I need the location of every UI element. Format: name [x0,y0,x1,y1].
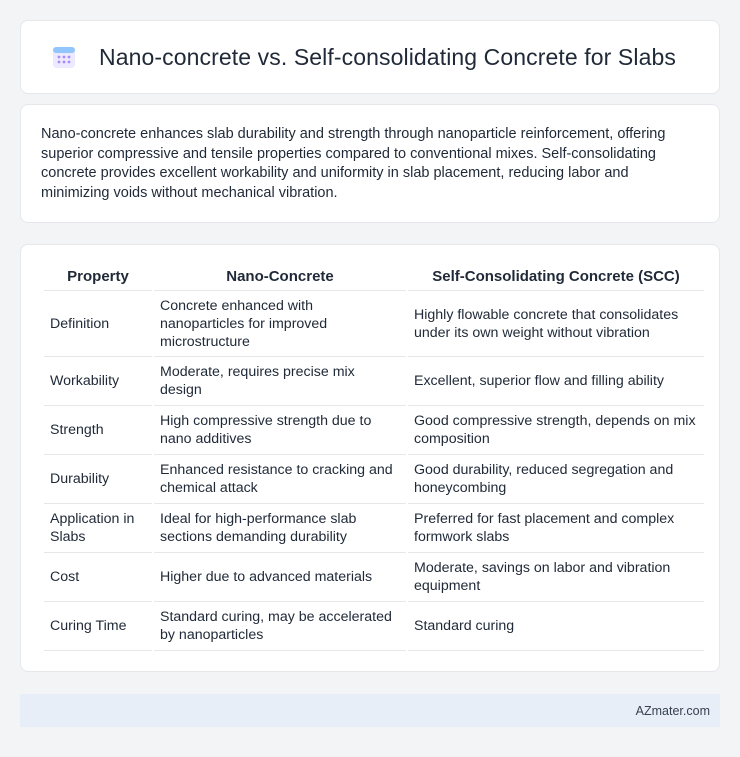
row-property: Durability [44,455,152,504]
table-header-row [44,263,704,291]
row-nano-value: Enhanced resistance to cracking and chemical attack [154,455,406,504]
row-scc-value: Excellent, superior flow and filling ability [408,357,704,406]
row-nano-value: Higher due to advanced materials [154,553,406,602]
row-nano-value: Standard curing, may be accelerated by nanoparticles [154,602,406,651]
row-nano-value: High compressive strength due to nano additives [154,406,406,455]
row-property: Strength [44,406,152,455]
header-card [20,20,720,94]
table-row [44,504,704,553]
comparison-table-card [20,244,720,672]
row-scc-value: Preferred for fast placement and complex formwork slabs [408,504,704,553]
row-property: Cost [44,553,152,602]
row-property: Definition [44,291,152,357]
row-property: Workability [44,357,152,406]
footer [20,694,720,727]
comparison-table [42,263,706,651]
intro-card [20,104,720,223]
row-nano-value: Moderate, requires precise mix design [154,357,406,406]
table-row [44,553,704,602]
row-nano-value: Ideal for high-performance slab sections demanding durability [154,504,406,553]
intro-paragraph: Nano-concrete enhances slab durability and strength through nanoparticle reinforcement, offering superior compressive and tensile properties compared to conventional mixes. Self-consolidating concrete provides excellent workability and uniformity in slab placement, reducing labor and minimizing voids without mechanical vibration. [41,126,666,201]
row-property: Curing Time [44,602,152,651]
header-scc: Self-Consolidating Concrete (SCC) [408,263,704,291]
table-row [44,602,704,651]
row-scc-value: Highly flowable concrete that consolidates under its own weight without vibration [408,291,704,357]
table-row [44,357,704,406]
row-scc-value: Good compressive strength, depends on mix composition [408,406,704,455]
table-row [44,406,704,455]
table-row [44,291,704,357]
footer-site-link[interactable]: AZmater.com [635,703,710,718]
header-nano-concrete: Nano-Concrete [154,263,406,291]
row-scc-value: Moderate, savings on labor and vibration equipment [408,553,704,602]
row-scc-value: Good durability, reduced segregation and honeycombing [408,455,704,504]
row-property: Application in Slabs [44,504,152,553]
row-scc-value: Standard curing [408,602,704,651]
table-row [44,455,704,504]
calendar-grid-icon [51,44,77,70]
page-title: Nano-concrete vs. Self-consolidating Concrete for Slabs [99,43,676,70]
row-nano-value: Concrete enhanced with nanoparticles for improved microstructure [154,291,406,357]
header-property: Property [44,263,152,291]
